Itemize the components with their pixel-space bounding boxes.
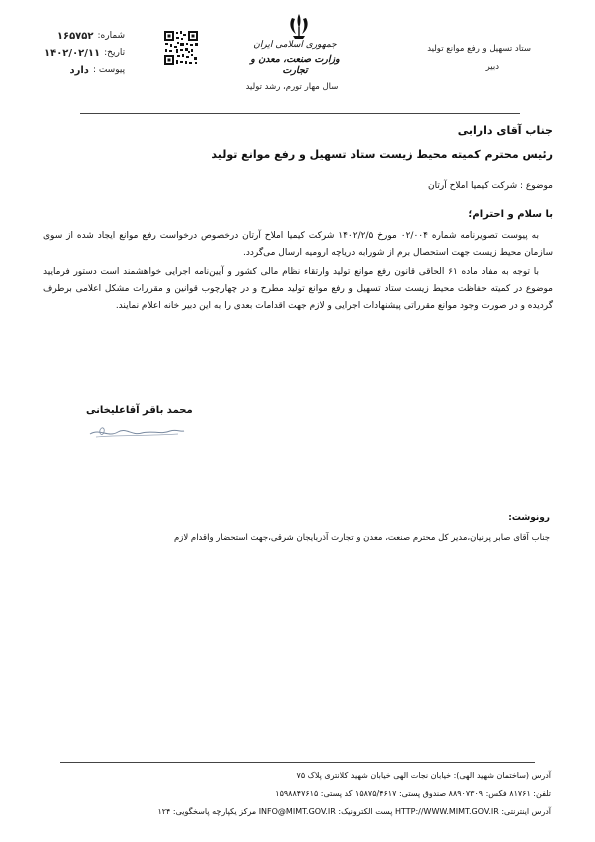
letter-attachment-label: پیوست : [92,65,126,75]
qr-code-icon [163,30,199,66]
body-paragraph-1: به پیوست تصویرنامه شماره ۰۲/۰۰۴ مورخ ۱۴۰۲/۲/۵ شرکت کیمیا املاح آرتان درخصوص درخواست رفع موانع ایجاد شده از سوی سازمان محیط زیست جهت استحصال برم از شورابه دریاچه ارومیه ارسال می‌گردد. [43,231,553,258]
cc-line: جناب آقای صابر پرنیان،مدیر کل محترم صنعت، معدن و تجارت آذربایجان شرقی،جهت استحضار واقدام لازم [174,533,550,543]
footer-contact: تلفن: ۸۱۷۶۱ فکس: ۸۸۹۰۷۳۰۹ صندوق پستی: ۱۵۸۷۵/۴۶۱۷ کد پستی: ۱۵۹۸۸۴۷۶۱۵ [275,789,551,798]
letter-date-value: ۱۴۰۲/۰۲/۱۱ [44,48,101,59]
recipient-title: رئیس محترم کمیته محیط زیست ستاد تسهیل و رفع موانع تولید [211,148,553,161]
gov-title-line2: وزارت صنعت، معدن و تجارت [250,54,340,76]
year-slogan: سال مهار تورم، رشد تولید [245,82,339,92]
letter-attachment-row [44,64,125,77]
signatory-name: محمد باقر آقاعلیخانی [86,405,193,416]
body-paragraph-2: با توجه به مفاد ماده ۶۱ الحاقی قانون رفع موانع تولید وارتقاء نظام مالی کشور و آیین‌نامه اجرایی خواهشمند است دستور فرمایید موضوع در کمیته حفاظت محیط زیست ستاد تسهیل و رفع موانع تولید مطرح و در چهارچوب قوانین و مقررات مشکل اعلامی برطرف گردیده و در صورت وجود موانع مقرراتی پیشنهادات اجرایی و لازم جهت اقدامات بعدی را به این دبیر خانه اعلام نمایند. [43,267,553,311]
footer-divider [60,762,535,763]
letter-number-value: ۱۶۵۷۵۲ [56,31,94,42]
letter-number-row [44,30,125,43]
footer-web: آدرس اینترنتی: HTTP://WWW.MIMT.GOV.IR پست الکترونیک: INFO@MIMT.GOV.IR مرکز یکپارچه پاسخگویی: ۱۲۴ [157,807,551,816]
letter-date-row [44,47,125,60]
letter-subject: موضوع : شرکت کیمیا املاح آرتان [428,181,553,191]
header-divider [80,113,520,114]
letter-number-label: شماره: [97,31,126,41]
office-position: دبیر [485,62,499,72]
recipient-name: جناب آقای دارابی [457,124,553,137]
national-emblem-icon [286,12,312,42]
letter-date-label: تاریخ: [104,48,126,58]
letter-greeting: با سلام و احترام؛ [468,209,553,220]
cc-title: رونوشت: [508,513,550,523]
office-name: ستاد تسهیل و رفع موانع تولید [427,44,531,54]
signature-icon [86,420,186,442]
footer-address: آدرس (ساختمان شهید الهی): خیابان نجات الهی خیابان شهید کلانتری پلاک ۷۵ [296,771,551,780]
letter-meta [44,30,125,77]
gov-title-line1: جمهوری اسلامی ایران [253,40,337,50]
letter-attachment-value: دارد [69,65,89,76]
